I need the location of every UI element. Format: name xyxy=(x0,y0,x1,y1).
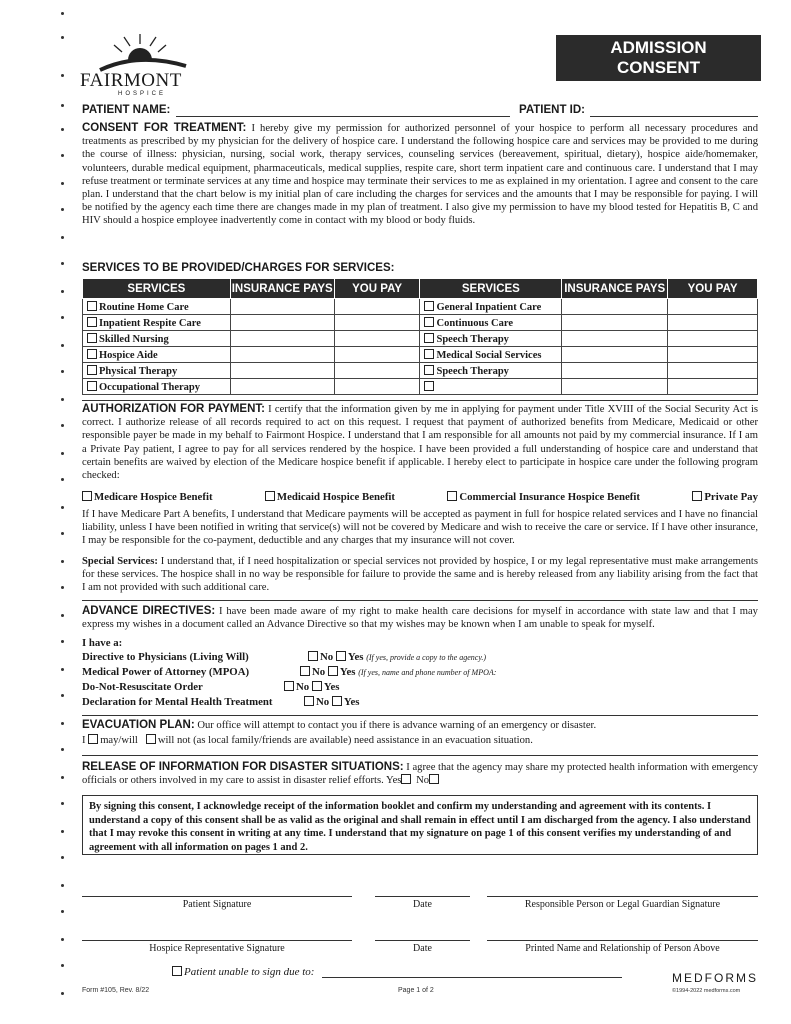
amount-cell[interactable] xyxy=(230,347,334,363)
service-cell xyxy=(83,299,231,315)
authorization-text: I certify that the information given by me in applying for payment under Title XVIII of the Social Security Act is correct. I authorize release of all records required to act on this request. I request that payment of authorized benefits from Medicare, Medicaid or other responsible payer be made in my behalf to Fairmont Hospice. I understand that I am responsible for all amounts not paid by my commercial insurance. If I am a Private Pay patient, I agree to pay for all services rendered by the hospice. I have been provided a full understanding of hospice care and understand that certain benefits are waived by election of the Medicare hospice benefit if applicable. I hereby elect to participate in hospice care under the following program checked: xyxy=(82,404,759,482)
table-row xyxy=(83,347,758,363)
have-label: I have a: xyxy=(82,637,123,649)
amount-cell[interactable] xyxy=(562,379,668,395)
consent-heading: CONSENT FOR TREATMENT: xyxy=(82,122,247,134)
amount-cell[interactable] xyxy=(334,315,420,331)
service-label: Skilled Nursing xyxy=(99,333,169,345)
logo-sub: HOSPICE xyxy=(118,91,167,97)
divider xyxy=(82,715,758,716)
medicare-text: If I have Medicare Part A benefits, I understand that Medicare payments will be accepted as payment in full for hospice related services and I have no financial liability, unless I have been notified in writing that service(s) will not be covered by Medicare and wish to receive the care or service. If I have other insurance, I may be responsible for the co-payment, deductible and any charges that my insurance will not cover. xyxy=(82,509,758,547)
authorization-section xyxy=(82,403,758,482)
col-you-pay: YOU PAY xyxy=(334,279,420,299)
amount-cell[interactable] xyxy=(562,331,668,347)
no-checkbox[interactable] xyxy=(304,696,314,706)
checkbox[interactable] xyxy=(87,365,97,375)
amount-cell[interactable] xyxy=(230,299,334,315)
amount-cell[interactable] xyxy=(668,363,758,379)
checkbox[interactable] xyxy=(265,491,275,501)
amount-cell[interactable] xyxy=(334,299,420,315)
special-text: I understand that, if I need hospitalization or special services not provided by hospice, I or my legal representative must make arrangements for these services. The hospice shall in no way be responsible for failure to provide the same and is hereby released from any liability arising from the fact that I am not provided with such additional care. xyxy=(82,556,758,594)
table-row xyxy=(83,299,758,315)
release-yes: Yes xyxy=(386,775,402,787)
service-cell xyxy=(420,299,562,315)
unable-to-sign: Patient unable to sign due to: xyxy=(172,966,314,978)
page-number: Page 1 of 2 xyxy=(398,987,434,994)
patient-name-field[interactable] xyxy=(176,116,510,117)
amount-cell[interactable] xyxy=(230,379,334,395)
directive-label: Declaration for Mental Health Treatment xyxy=(82,696,273,708)
service-label: Speech Therapy xyxy=(436,365,509,377)
title-line2: CONSENT xyxy=(616,58,701,77)
amount-cell[interactable] xyxy=(562,363,668,379)
amount-cell[interactable] xyxy=(668,299,758,315)
amount-cell[interactable] xyxy=(562,315,668,331)
table-row xyxy=(83,363,758,379)
amount-cell[interactable] xyxy=(562,299,668,315)
divider xyxy=(82,400,758,401)
checkbox[interactable] xyxy=(692,491,702,501)
service-label: Physical Therapy xyxy=(99,365,178,377)
services-table xyxy=(82,278,758,395)
directive-label: Do-Not-Resuscitate Order xyxy=(82,681,203,693)
checkbox[interactable] xyxy=(424,381,434,391)
service-label: General Inpatient Care xyxy=(436,301,542,313)
program-options xyxy=(82,491,758,503)
service-cell xyxy=(420,347,562,363)
yes-checkbox[interactable] xyxy=(336,651,346,661)
amount-cell[interactable] xyxy=(334,363,420,379)
directive-label: Medical Power of Attorney (MPOA) xyxy=(82,666,250,678)
divider xyxy=(82,600,758,601)
no-checkbox[interactable] xyxy=(308,651,318,661)
service-cell xyxy=(420,315,562,331)
directive-note: (If yes, name and phone number of MPOA: xyxy=(358,668,497,677)
checkbox[interactable] xyxy=(87,333,97,343)
no-checkbox[interactable] xyxy=(300,666,310,676)
col-you-pay-2: YOU PAY xyxy=(668,279,758,299)
patient-signature-line[interactable]: Patient Signature xyxy=(82,896,352,910)
amount-cell[interactable] xyxy=(230,363,334,379)
checkbox[interactable] xyxy=(424,349,434,359)
checkbox[interactable] xyxy=(87,301,97,311)
release-no-checkbox[interactable] xyxy=(429,774,439,784)
date-line-1[interactable]: Date xyxy=(375,896,470,910)
evacuation-text: Our office will attempt to contact you if there is advance warning of an emergency or disaster. xyxy=(197,720,597,731)
amount-cell[interactable] xyxy=(334,347,420,363)
special-services xyxy=(82,555,758,595)
patient-name-label: PATIENT NAME: xyxy=(82,104,171,116)
guardian-signature-line[interactable]: Responsible Person or Legal Guardian Signature xyxy=(487,896,758,910)
directive-row: Declaration for Mental Health Treatment No Yes xyxy=(82,696,360,708)
option-medicare[interactable]: Medicare Hospice Benefit xyxy=(82,491,213,503)
option-commercial[interactable]: Commercial Insurance Hospice Benefit xyxy=(447,491,640,503)
consent-section xyxy=(82,122,758,228)
authorization-heading: AUTHORIZATION FOR PAYMENT: xyxy=(82,403,265,415)
amount-cell[interactable] xyxy=(230,331,334,347)
amount-cell[interactable] xyxy=(668,331,758,347)
table-row xyxy=(83,331,758,347)
amount-cell[interactable] xyxy=(668,315,758,331)
copyright: ©1994-2022 medforms.com xyxy=(672,988,741,994)
service-cell xyxy=(420,379,562,395)
service-cell xyxy=(83,315,231,331)
directive-label: Directive to Physicians (Living Will) xyxy=(82,651,249,663)
unable-reason-field[interactable] xyxy=(322,977,622,978)
yes-checkbox[interactable] xyxy=(312,681,322,691)
evacuation-heading: EVACUATION PLAN: xyxy=(82,719,195,731)
patient-id-field[interactable] xyxy=(590,116,758,117)
service-label: Medical Social Services xyxy=(436,349,542,361)
service-cell xyxy=(420,331,562,347)
col-services: SERVICES xyxy=(83,279,231,299)
col-insurance-2: INSURANCE PAYS xyxy=(562,279,668,299)
title-line1: ADMISSION xyxy=(610,38,707,57)
fairmont-logo xyxy=(78,30,188,100)
release-section xyxy=(82,761,758,787)
release-no: No xyxy=(416,775,430,787)
checkbox[interactable] xyxy=(447,491,457,501)
checkbox[interactable] xyxy=(82,491,92,501)
amount-cell[interactable] xyxy=(230,315,334,331)
amount-cell[interactable] xyxy=(334,379,420,395)
amount-cell[interactable] xyxy=(562,347,668,363)
service-label: Continuous Care xyxy=(436,317,514,329)
logo-name: FAIRMONT xyxy=(80,70,182,91)
amount-cell[interactable] xyxy=(334,331,420,347)
amount-cell[interactable] xyxy=(668,379,758,395)
col-services-2: SERVICES xyxy=(420,279,562,299)
table-row xyxy=(83,379,758,395)
unable-checkbox[interactable] xyxy=(172,966,182,976)
medforms-brand: MEDFORMS xyxy=(672,971,758,985)
advance-text: I have been made aware of my right to make health care decisions for myself in accordance with state law and that I may express my wishes in a document called an Advance Directive so that my wishes may be known when I am unable to speak for myself. xyxy=(82,606,758,631)
option-medicaid[interactable]: Medicaid Hospice Benefit xyxy=(265,491,395,503)
special-heading: Special Services: xyxy=(82,556,158,567)
service-label: Occupational Therapy xyxy=(99,381,201,393)
rep-signature-line[interactable]: Hospice Representative Signature xyxy=(82,940,352,954)
checkbox[interactable] xyxy=(424,333,434,343)
advance-section xyxy=(82,605,758,631)
directive-row: Directive to Physicians (Living Will) No Yes (If yes, provide a copy to the agency.) xyxy=(82,651,487,663)
patient-id-label: PATIENT ID: xyxy=(519,104,586,116)
release-heading: RELEASE OF INFORMATION FOR DISASTER SITUATIONS: xyxy=(82,761,404,773)
service-cell xyxy=(420,363,562,379)
directive-row: Do-Not-Resuscitate Order No Yes xyxy=(82,681,340,693)
service-label: Inpatient Respite Care xyxy=(99,317,201,329)
may-will-checkbox[interactable] xyxy=(88,734,98,744)
release-yes-checkbox[interactable] xyxy=(401,774,411,784)
advance-heading: ADVANCE DIRECTIVES: xyxy=(82,605,216,617)
checkbox[interactable] xyxy=(424,365,434,375)
checkbox[interactable] xyxy=(424,317,434,327)
acknowledgement-box: By signing this consent, I acknowledge receipt of the information booklet and confirm my understanding and agreement with its contents. I understand a copy of this consent shall be as valid as the original and shall remain in effect until I am discharged from the agency. I also understand that I may revoke this consent in writing at any time. I understand that my signature on page 1 of this consent verifies my understanding of and agreement with all information on pages 1 and 2. xyxy=(82,795,758,855)
date-line-2[interactable]: Date xyxy=(375,940,470,954)
will-not-checkbox[interactable] xyxy=(146,734,156,744)
checkbox[interactable] xyxy=(87,381,97,391)
col-insurance: INSURANCE PAYS xyxy=(230,279,334,299)
checkbox[interactable] xyxy=(87,317,97,327)
release-text: I agree that the agency may share my protected health information with emergency officials or others involved in my care to assist in disaster relief efforts. xyxy=(82,762,758,787)
services-heading: SERVICES TO BE PROVIDED/CHARGES FOR SERVICES: xyxy=(82,262,395,274)
service-cell xyxy=(83,379,231,395)
service-cell xyxy=(83,331,231,347)
option-private[interactable]: Private Pay xyxy=(692,491,758,503)
yes-checkbox[interactable] xyxy=(332,696,342,706)
service-cell xyxy=(83,363,231,379)
evacuation-choice: I may/will will not (as local family/friends are available) need assistance in an evacuation situation. xyxy=(82,735,533,746)
service-cell xyxy=(83,347,231,363)
form-title xyxy=(556,35,761,81)
yes-checkbox[interactable] xyxy=(328,666,338,676)
evacuation-section xyxy=(82,719,758,732)
service-label: Speech Therapy xyxy=(436,333,509,345)
amount-cell[interactable] xyxy=(668,347,758,363)
service-label: Hospice Aide xyxy=(99,349,158,361)
table-row xyxy=(83,315,758,331)
printed-name-line[interactable]: Printed Name and Relationship of Person Above xyxy=(487,940,758,954)
divider xyxy=(82,755,758,756)
directive-row: Medical Power of Attorney (MPOA) No Yes (If yes, name and phone number of MPOA: xyxy=(82,666,497,678)
form-number: Form #105, Rev. 8/22 xyxy=(82,987,150,994)
directive-list xyxy=(82,651,758,711)
no-checkbox[interactable] xyxy=(284,681,294,691)
directive-note: (If yes, provide a copy to the agency.) xyxy=(366,653,487,662)
consent-text: I hereby give my permission for authorized personnel of your hospice to perform all necessary procedures and treatments as prescribed by my physician for the delivery of hospice care. I understand the following hospice care and services may be provided to me during the course of illness: physician, nursing, social work, therapy services, counseling services (bereavement, spiritual, dietary), hospice aide/homemaker, volunteers, durable medical equipment, pharmaceuticals, medical supplies, respite care, short term inpatient care and continuous care. I understand that I may refuse treatment or terminate services at any time and hospice may terminate their services to me as explained in my orientation. I agree and consent to the care plan. I understand that the chart below is my initial plan of care including the charges for services and the amounts that I may be responsible for paying. I will be notified by the agency each time there are changes made in my plan of treatment. I also give my permission to have my blood tested for Hepatitis B, C and HIV should a hospice employee inadvertently come in contact with my blood or body fluids. xyxy=(82,123,758,227)
service-label: Routine Home Care xyxy=(99,301,189,313)
checkbox[interactable] xyxy=(424,301,434,311)
checkbox[interactable] xyxy=(87,349,97,359)
